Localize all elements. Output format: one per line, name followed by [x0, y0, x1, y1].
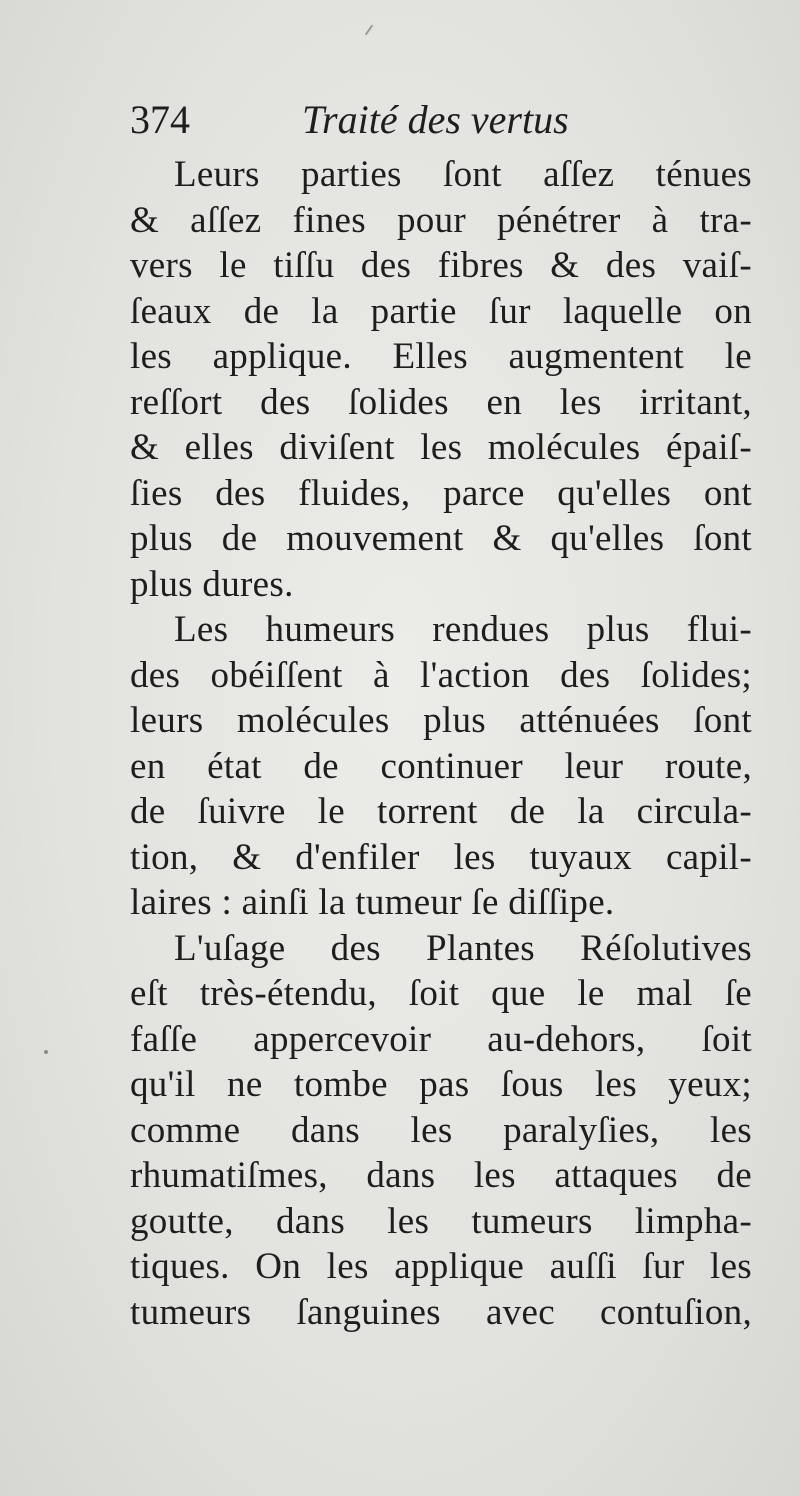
text-line: goutte, dans les tumeurs limpha- [130, 1200, 752, 1242]
text-line: eſt très-étendu, ſoit que le mal ſe [130, 973, 752, 1014]
paper-speck [44, 1050, 48, 1054]
running-head: Traité des vertus [302, 97, 569, 142]
paper-mark [365, 25, 374, 36]
paragraph-2 [130, 607, 752, 926]
text-line: en état de continuer leur route, [130, 745, 752, 787]
text-line: & aſſez fines pour pénétrer à tra- [130, 199, 752, 241]
text-line: rhumatiſmes, dans les attaques de [130, 1155, 752, 1196]
text-line: faſſe appercevoir au-dehors, ſoit [130, 1018, 752, 1060]
text-line: Les humeurs rendues plus flui- [174, 609, 752, 650]
text-line: tumeurs ſanguines avec contuſion, [130, 1291, 752, 1333]
text-line: comme dans les paralyſies, les [130, 1109, 752, 1151]
page-number: 374 [130, 97, 190, 142]
text-line: & elles diviſent les molécules épaiſ- [130, 427, 752, 468]
text-line: des obéiſſent à l'action des ſolides; [130, 654, 752, 696]
text-line: plus dures. [130, 563, 294, 605]
text-line: qu'il ne tombe pas ſous les yeux; [130, 1064, 752, 1105]
page-header [130, 96, 750, 144]
text-line: de ſuivre le torrent de la circula- [130, 791, 752, 832]
text-line: plus de mouvement & qu'elles ſont [130, 518, 752, 559]
text-line: reſſort des ſolides en les irritant, [130, 381, 752, 423]
text-line: vers le tiſſu des fibres & des vaiſ- [130, 245, 752, 286]
body-text [130, 152, 752, 1335]
text-line: ſeaux de la partie ſur laquelle on [130, 290, 752, 332]
text-line: tion, & d'enfiler les tuyaux capil- [130, 836, 752, 878]
paragraph-1 [130, 152, 752, 607]
text-line: laires : ainſi la tumeur ſe diſſipe. [130, 882, 615, 923]
text-line: les applique. Elles augmentent le [130, 336, 752, 377]
text-line: tiques. On les applique auſſi ſur les [130, 1246, 752, 1287]
text-line: leurs molécules plus atténuées ſont [130, 700, 752, 741]
text-line: L'uſage des Plantes Réſolutives [174, 927, 752, 969]
paragraph-3 [130, 926, 752, 1336]
text-line: ſies des fluides, parce qu'elles ont [130, 472, 752, 514]
text-line: Leurs parties ſont aſſez ténues [174, 154, 752, 195]
